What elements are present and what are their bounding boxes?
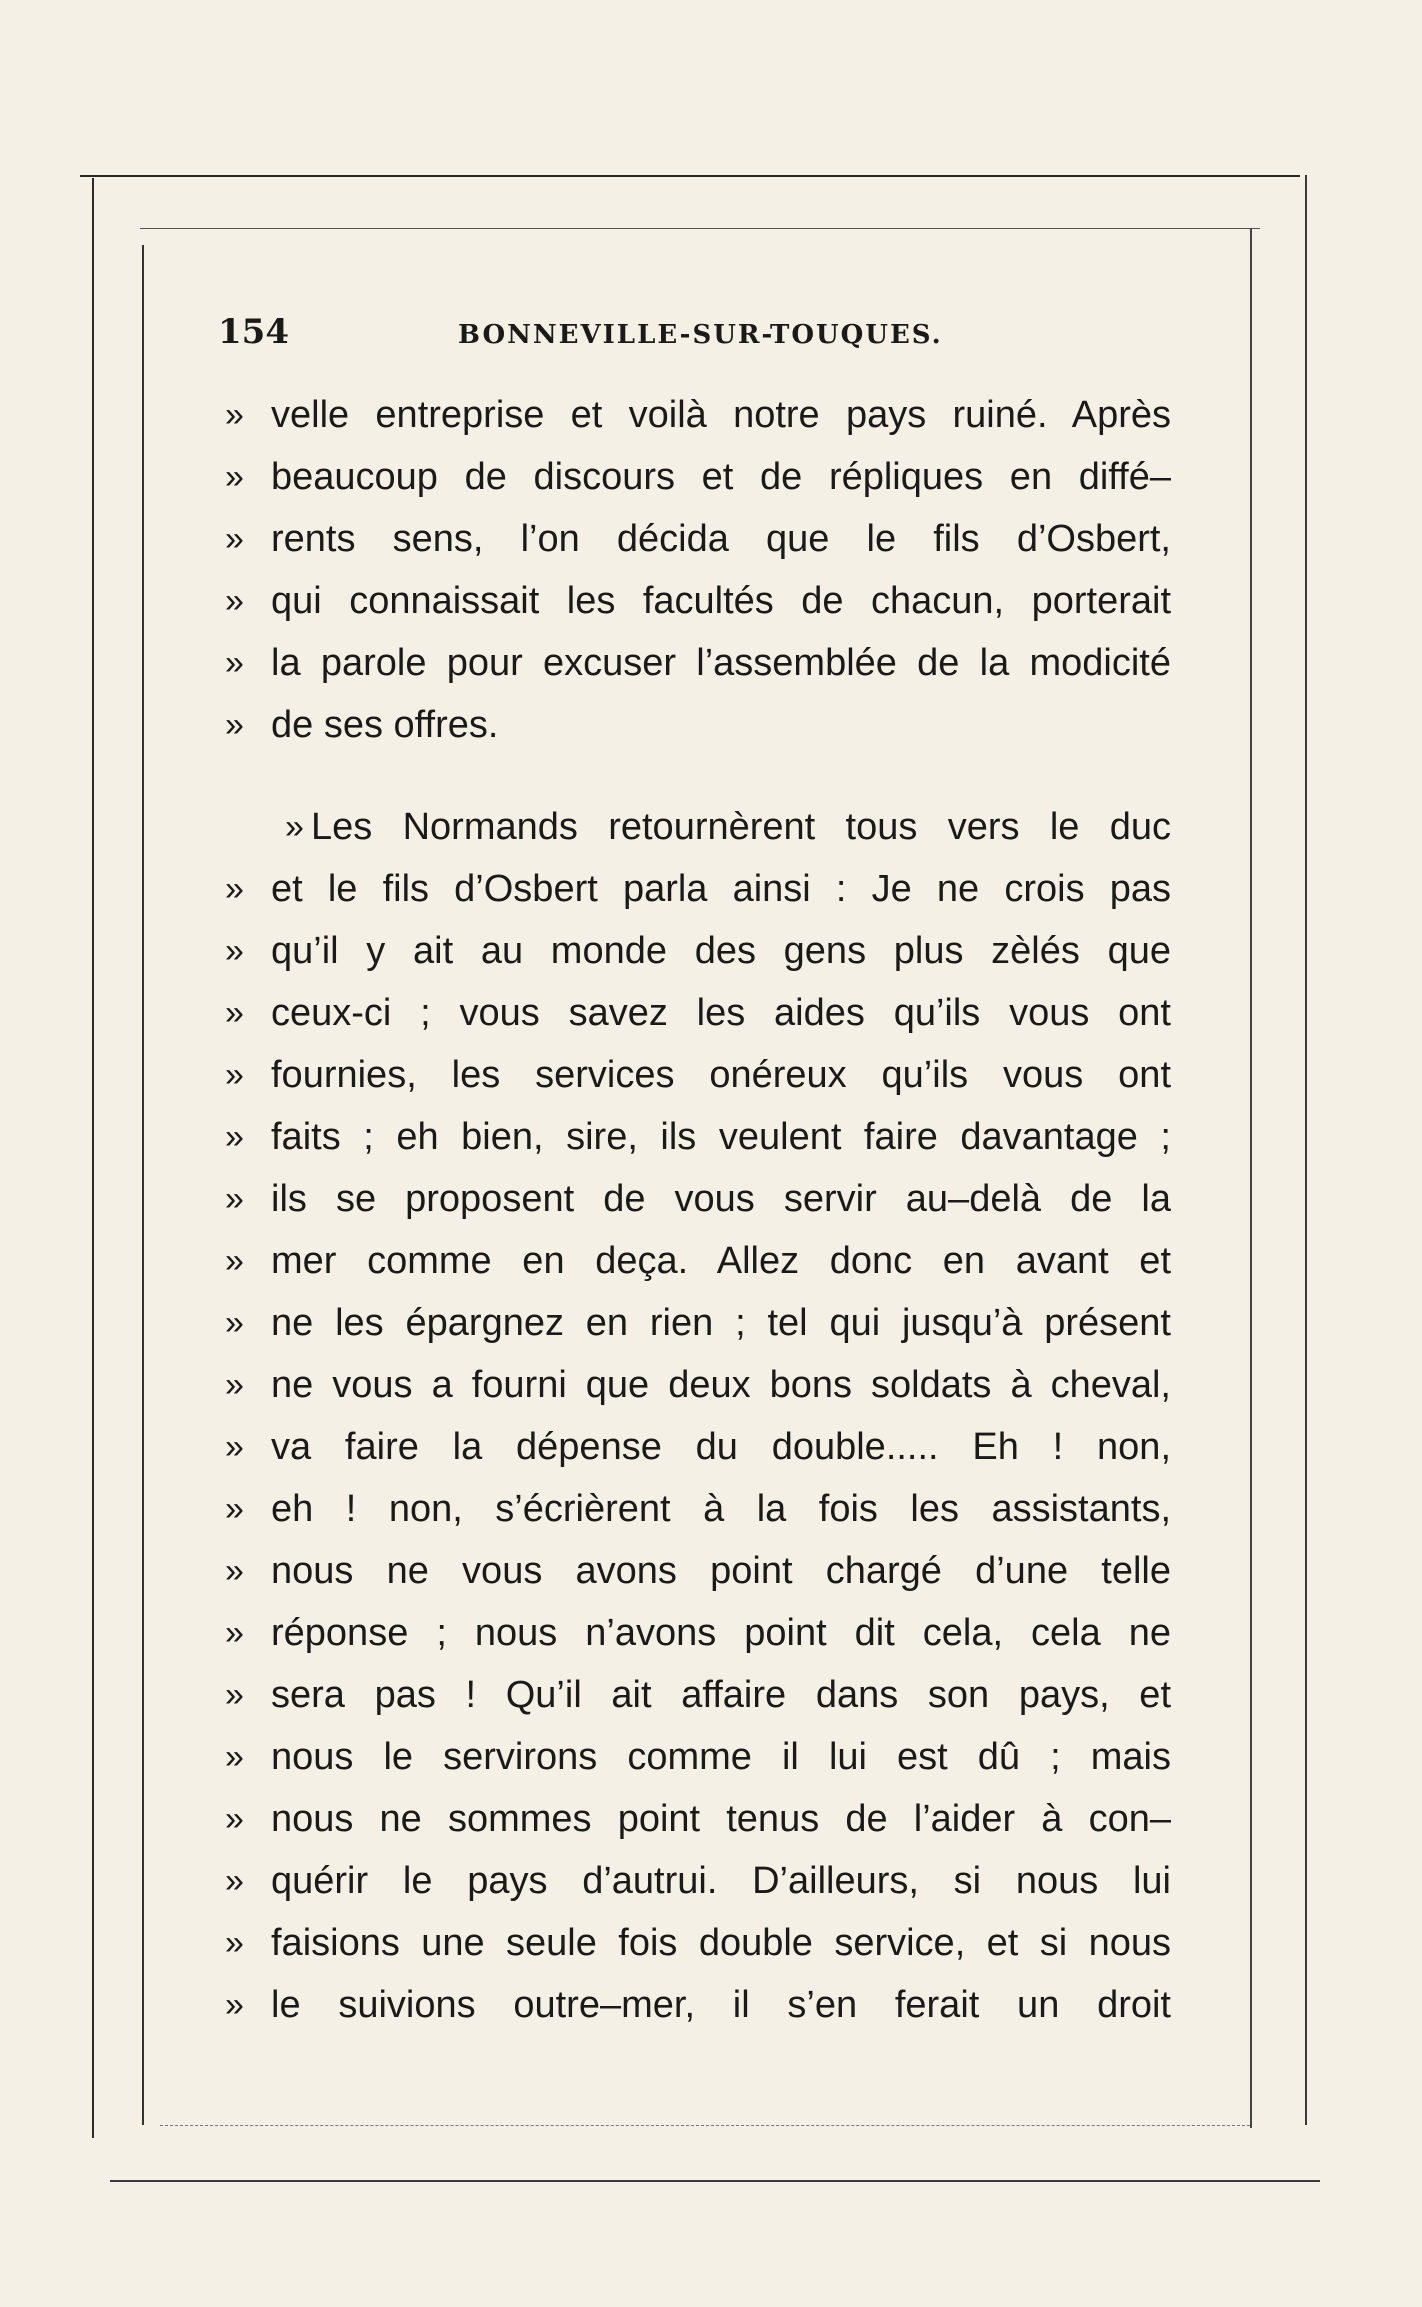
inner-frame-line-right — [1250, 228, 1252, 2128]
line-text: nous le servirons comme il lui est dû ; mais — [271, 1736, 1171, 1778]
line-text: sera pas ! Qu’il ait affaire dans son pays, et — [271, 1674, 1171, 1716]
quote-mark: » — [225, 1056, 244, 1094]
line-text: mer comme en deça. Allez donc en avant et — [271, 1240, 1171, 1282]
running-head: BONNEVILLE-SUR-TOUQUES. — [458, 320, 943, 350]
text-line — [225, 1478, 1175, 1540]
line-text: fournies, les services onéreux qu’ils vous ont — [271, 1054, 1171, 1096]
line-text: ceux-ci ; vous savez les aides qu’ils vous ont — [271, 992, 1171, 1034]
line-text: beaucoup de discours et de répliques en diffé– — [271, 456, 1171, 498]
line-text: nous ne vous avons point chargé d’une telle — [271, 1550, 1171, 1592]
text-line — [225, 570, 1175, 632]
line-text: quérir le pays d’autrui. D’ailleurs, si nous lui — [271, 1860, 1171, 1902]
quote-mark: » — [225, 1366, 244, 1404]
text-line — [225, 858, 1175, 920]
text-line — [225, 1416, 1175, 1478]
text-line — [225, 1974, 1175, 2036]
frame-line-bottom — [110, 2180, 1320, 2182]
quote-mark: » — [225, 1800, 244, 1838]
text-line — [225, 1540, 1175, 1602]
quote-mark: » — [225, 1490, 244, 1528]
page-number: 154 — [218, 312, 289, 352]
quote-mark: » — [225, 458, 244, 496]
text-line — [225, 1850, 1175, 1912]
line-text: qui connaissait les facultés de chacun, porterait — [271, 580, 1171, 622]
text-line — [225, 1354, 1175, 1416]
text-line — [225, 1168, 1175, 1230]
quote-mark: » — [225, 1986, 244, 2024]
quote-mark: » — [285, 808, 304, 846]
quote-mark: » — [225, 644, 244, 682]
quote-mark: » — [225, 706, 244, 744]
quote-mark: » — [225, 1676, 244, 1714]
line-text: qu’il y ait au monde des gens plus zèlés que — [271, 930, 1171, 972]
frame-line-right — [1305, 175, 1307, 2125]
quote-mark: » — [225, 1924, 244, 1962]
line-text: ne les épargnez en rien ; tel qui jusqu’à présent — [271, 1302, 1171, 1344]
text-line — [225, 1292, 1175, 1354]
line-text: de ses offres. — [271, 704, 499, 746]
text-line — [225, 1788, 1175, 1850]
text-line — [225, 1044, 1175, 1106]
line-text: et le fils d’Osbert parla ainsi : Je ne crois pas — [271, 868, 1171, 910]
line-text: faits ; eh bien, sire, ils veulent faire davantage ; — [271, 1116, 1171, 1158]
line-text: nous ne sommes point tenus de l’aider à con– — [271, 1798, 1171, 1840]
text-line — [225, 1230, 1175, 1292]
quote-mark: » — [225, 582, 244, 620]
quote-mark: » — [225, 1118, 244, 1156]
line-text: ils se proposent de vous servir au–delà de la — [271, 1178, 1171, 1220]
text-line — [225, 1106, 1175, 1168]
text-line — [225, 982, 1175, 1044]
line-text: velle entreprise et voilà notre pays ruiné. Après — [271, 394, 1171, 436]
text-line — [225, 1726, 1175, 1788]
text-line — [225, 632, 1175, 694]
quote-mark: » — [225, 1242, 244, 1280]
quote-mark: » — [225, 1614, 244, 1652]
quote-mark: » — [225, 1738, 244, 1776]
text-line — [225, 1602, 1175, 1664]
line-text: le suivions outre–mer, il s’en ferait un droit — [271, 1984, 1171, 2026]
line-text: Les Normands retournèrent tous vers le duc — [311, 806, 1171, 848]
quote-mark: » — [225, 1862, 244, 1900]
quote-mark: » — [225, 1304, 244, 1342]
line-text: la parole pour excuser l’assemblée de la modicité — [271, 642, 1171, 684]
inner-frame-line-top — [140, 228, 1260, 229]
page-header — [218, 312, 1218, 362]
text-line — [225, 508, 1175, 570]
quote-mark: » — [225, 1552, 244, 1590]
quote-mark: » — [225, 1180, 244, 1218]
frame-line-left — [92, 178, 94, 2138]
line-text: ne vous a fourni que deux bons soldats à cheval, — [271, 1364, 1171, 1406]
line-text: eh ! non, s’écrièrent à la fois les assistants, — [271, 1488, 1171, 1530]
text-line — [225, 384, 1175, 446]
quote-mark: » — [225, 994, 244, 1032]
quote-mark: » — [225, 520, 244, 558]
text-line — [225, 694, 1175, 756]
quote-mark: » — [225, 1428, 244, 1466]
quote-mark: » — [225, 870, 244, 908]
line-text: faisions une seule fois double service, et si nous — [271, 1922, 1171, 1964]
text-line — [225, 1664, 1175, 1726]
line-text: va faire la dépense du double..... Eh ! non, — [271, 1426, 1171, 1468]
text-line — [225, 446, 1175, 508]
inner-frame-line-bottom — [160, 2125, 1250, 2126]
line-text: réponse ; nous n’avons point dit cela, cela ne — [271, 1612, 1171, 1654]
text-line — [225, 920, 1175, 982]
quote-mark: » — [225, 932, 244, 970]
quote-mark: » — [225, 396, 244, 434]
text-line-paragraph-start — [225, 796, 1175, 858]
text-line — [225, 1912, 1175, 1974]
frame-line-top — [80, 175, 1300, 177]
line-text: rents sens, l’on décida que le fils d’Osbert, — [271, 518, 1171, 560]
inner-frame-line-left — [142, 245, 144, 2125]
